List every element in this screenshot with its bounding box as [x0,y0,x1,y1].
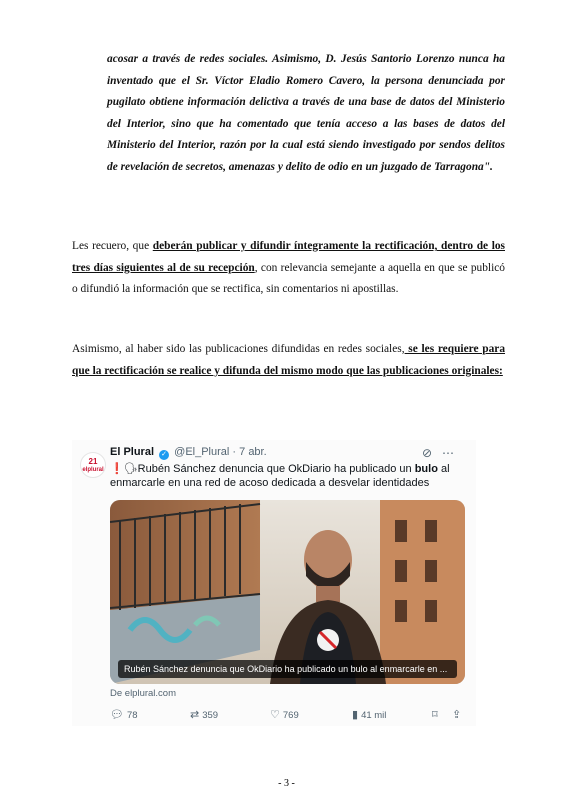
share-button[interactable] [452,708,464,721]
paragraph-emphasis: deberán publicar y difundir íntegramente la rectificación, dentro de los tres días siguientes al de su recepción [72,240,505,274]
avatar[interactable]: 21 elplural [80,452,106,478]
tweet-text: ❗🗣Rubén Sánchez denuncia que OkDiario ha publicado un bulo al enmarcarle en una red de acoso dedicada a desvelar identidades [110,463,450,489]
media-caption: Rubén Sánchez denuncia que OkDiario ha publicado un bulo al enmarcarle en ... [118,660,457,678]
quoted-text: acosar a través de redes sociales. Asimismo, D. Jesús Santorio Lorenzo nunca ha inventado que el Sr. Víctor Eladio Romero Cavero, la persona denunciada por pugilato obtiene información delictiva a través de una base de datos del Ministerio del Interior, sino que ha comentado que tenía acceso a las bases de datos del Ministerio del Interior, razón por la cual está siendo investigado por sendos delitos de revelación de secretos, amenazas y delito de odio en un juzgado de Tarragona". [107,53,505,173]
bookmark-button[interactable] [432,708,441,721]
tweet-actions [110,708,465,722]
paragraph-intro: Asimismo, al haber sido las publicaciones difundidas en redes sociales, [72,343,405,355]
exclamation-icon: ❗ [110,463,124,475]
views-button[interactable]: ▮ 41 mil [352,709,387,721]
tweet-header [110,446,267,460]
share-icon: ⇪ [452,709,462,721]
page-number: - 3 - [278,778,295,789]
more-icon[interactable]: ⋯ [442,446,464,460]
tweet-date[interactable]: · 7 abr. [232,446,267,458]
grok-icon[interactable]: ⊘ [421,446,442,460]
author-handle[interactable]: @El_Plural [174,446,230,458]
paragraph-intro: Les recuero, que [72,240,153,252]
like-button[interactable]: ♡ 769 [270,709,299,721]
paragraph-rest: , con relevancia semejante a aquella en que se publicó o difundió la información que se rectifica, sin comentarios ni apostillas. [72,261,505,295]
article-photo [110,500,465,684]
paragraph-social-media [72,339,505,382]
author-name[interactable]: El Plural [110,446,155,458]
views-chart-icon: ▮ [352,709,359,721]
paragraph-emphasis: se les requiere para que la rectificación se realice y difunda del mismo modo que las publicaciones originales: [72,343,506,377]
retweet-icon: ⇄ [190,709,200,721]
tweet-embed[interactable] [72,440,476,726]
link-source[interactable]: De elplural.com [110,688,176,699]
speaking-head-icon: 🗣 [123,463,138,475]
reply-button[interactable]: 💬︎ 78 [110,709,138,721]
reply-icon: 💬︎ [110,709,124,721]
verified-icon: ✓ [159,450,169,460]
heart-icon: ♡ [270,709,280,721]
retweet-button[interactable]: ⇄ 359 [190,709,219,721]
paragraph-rectification-deadline [72,236,505,301]
bookmark-icon: ⌑ [432,709,438,721]
tweet-media-card[interactable] [110,500,465,684]
tweet-header-icons [422,446,464,460]
